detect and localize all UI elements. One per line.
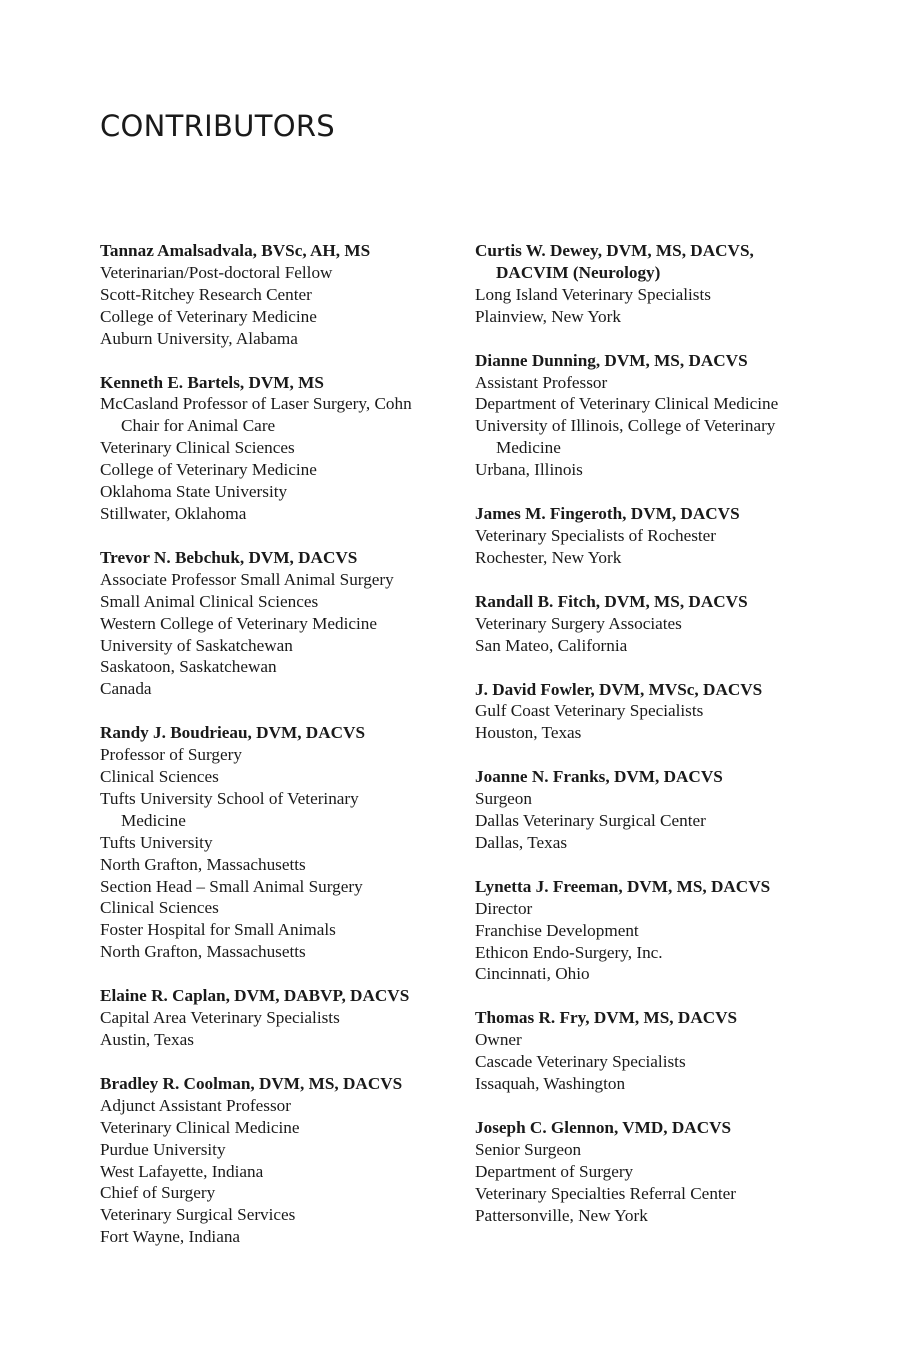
- contributor-entry: [100, 240, 460, 350]
- contributor-affiliation-line: Plainview, New York: [475, 306, 621, 326]
- contributor-affiliation-line: Cascade Veterinary Specialists: [475, 1052, 686, 1072]
- contributor-name: Dianne Dunning, DVM, MS, DACVS: [475, 350, 748, 370]
- contributor-affiliation-line: Houston, Texas: [475, 723, 582, 743]
- contributor-affiliation-line: Director: [475, 898, 533, 918]
- contributor-affiliation-line: Senior Surgeon: [475, 1139, 582, 1159]
- contributor-affiliation-line: Clinical Sciences: [100, 767, 219, 787]
- contributor-affiliation-line: Medicine: [121, 810, 186, 830]
- contributor-name: Joanne N. Franks, DVM, DACVS: [475, 767, 723, 787]
- contributor-affiliation-line: Clinical Sciences: [100, 898, 219, 918]
- contributor-affiliation-line: North Grafton, Massachusetts: [100, 942, 306, 962]
- contributor-affiliation-line: Gulf Coast Veterinary Specialists: [475, 701, 704, 721]
- contributor-name: Bradley R. Coolman, DVM, MS, DACVS: [100, 1073, 403, 1093]
- contributor-entry: [475, 1117, 815, 1227]
- contributor-entry: [475, 350, 815, 481]
- contributor-name: J. David Fowler, DVM, MVSc, DACVS: [475, 679, 763, 699]
- contributor-affiliation-line: North Grafton, Massachusetts: [100, 854, 306, 874]
- contributor-affiliation-line: Saskatoon, Saskatchewan: [100, 657, 277, 677]
- contributor-affiliation-line: Issaquah, Washington: [475, 1074, 626, 1094]
- contributor-affiliation-line: Franchise Development: [475, 920, 639, 940]
- contributor-affiliation-line: Fort Wayne, Indiana: [100, 1227, 241, 1247]
- contributor-affiliation-line: Tufts University School of Veterinary: [100, 788, 359, 808]
- contributor-affiliation-line: Auburn University, Alabama: [100, 328, 298, 348]
- contributor-affiliation-line: Small Animal Clinical Sciences: [100, 591, 319, 611]
- contributor-affiliation-line: Veterinary Surgery Associates: [475, 613, 682, 633]
- contributor-affiliation-line: San Mateo, California: [475, 635, 628, 655]
- contributor-entry: [100, 985, 460, 1051]
- contributor-name: Randy J. Boudrieau, DVM, DACVS: [100, 723, 366, 743]
- contributor-name: Tannaz Amalsadvala, BVSc, AH, MS: [100, 241, 371, 260]
- contributor-affiliation-line: Section Head – Small Animal Surgery: [100, 876, 363, 896]
- contributor-affiliation-line: College of Veterinary Medicine: [100, 460, 317, 480]
- contributor-affiliation-line: Tufts University: [100, 832, 213, 852]
- contributor-entry: [475, 240, 815, 328]
- contributor-affiliation-line: Department of Surgery: [475, 1161, 634, 1181]
- contributor-name: Joseph C. Glennon, VMD, DACVS: [475, 1118, 732, 1137]
- contributors-column-right: [475, 240, 815, 1249]
- contributor-entry: [475, 591, 815, 657]
- contributor-name: Trevor N. Bebchuk, DVM, DACVS: [100, 547, 358, 567]
- contributor-name: Curtis W. Dewey, DVM, MS, DACVS,: [475, 241, 754, 260]
- contributor-affiliation-line: Capital Area Veterinary Specialists: [100, 1008, 340, 1028]
- contributor-affiliation-line: Surgeon: [475, 789, 532, 809]
- contributor-affiliation-line: Scott-Ritchey Research Center: [100, 284, 312, 304]
- contributor-affiliation-line: Long Island Veterinary Specialists: [475, 284, 711, 304]
- contributor-name: Thomas R. Fry, DVM, MS, DACVS: [475, 1008, 738, 1028]
- contributor-affiliation-line: Urbana, Illinois: [475, 460, 583, 480]
- contributor-affiliation-line: Veterinary Clinical Medicine: [100, 1117, 300, 1137]
- contributor-affiliation-line: Canada: [100, 679, 152, 699]
- contributor-affiliation-line: Dallas, Texas: [475, 832, 568, 852]
- contributor-entry: [100, 1073, 460, 1248]
- contributor-affiliation-line: Western College of Veterinary Medicine: [100, 613, 378, 633]
- contributor-affiliation-line: Department of Veterinary Clinical Medicine: [475, 394, 779, 414]
- contributor-affiliation-line: Veterinary Specialties Referral Center: [475, 1183, 737, 1203]
- contributor-entry: [100, 547, 460, 700]
- contributor-entry: [475, 503, 815, 569]
- contributor-name: Lynetta J. Freeman, DVM, MS, DACVS: [475, 876, 771, 896]
- contributor-affiliation-line: McCasland Professor of Laser Surgery, Cohn: [100, 394, 412, 414]
- page-title: CONTRIBUTORS: [100, 109, 336, 143]
- contributor-entry: [475, 766, 815, 854]
- contributor-affiliation-line: Purdue University: [100, 1139, 226, 1159]
- contributor-affiliation-line: Stillwater, Oklahoma: [100, 503, 247, 523]
- contributor-affiliation-line: University of Illinois, College of Veterinary: [475, 416, 776, 436]
- contributor-affiliation-line: Adjunct Assistant Professor: [100, 1095, 291, 1115]
- contributor-affiliation-line: Veterinary Surgical Services: [100, 1205, 296, 1225]
- contributor-affiliation-line: Rochester, New York: [475, 547, 622, 567]
- contributor-affiliation-line: Veterinary Specialists of Rochester: [475, 525, 717, 545]
- contributor-affiliation-line: Veterinary Clinical Sciences: [100, 438, 295, 458]
- contributor-entry: [475, 679, 815, 745]
- contributor-affiliation-line: Oklahoma State University: [100, 482, 288, 502]
- contributor-entry: [100, 372, 460, 525]
- contributor-affiliation-line: College of Veterinary Medicine: [100, 306, 317, 326]
- contributor-name: Randall B. Fitch, DVM, MS, DACVS: [475, 591, 748, 611]
- contributor-affiliation-line: Ethicon Endo-Surgery, Inc.: [475, 942, 663, 962]
- contributor-affiliation-line: Pattersonville, New York: [475, 1205, 648, 1225]
- contributor-affiliation-line: Chair for Animal Care: [121, 416, 276, 436]
- contributor-affiliation-line: Cincinnati, Ohio: [475, 964, 590, 984]
- contributor-affiliation-line: Foster Hospital for Small Animals: [100, 920, 336, 940]
- contributor-entry: [100, 722, 460, 963]
- contributor-affiliation-line: Veterinarian/Post-doctoral Fellow: [100, 262, 333, 282]
- contributor-affiliation-line: Owner: [475, 1030, 522, 1050]
- contributor-affiliation-line: Assistant Professor: [475, 372, 608, 392]
- contributor-name: Kenneth E. Bartels, DVM, MS: [100, 372, 324, 392]
- contributor-affiliation-line: Chief of Surgery: [100, 1183, 216, 1203]
- contributor-name: DACVIM (Neurology): [496, 262, 661, 282]
- contributor-affiliation-line: Austin, Texas: [100, 1030, 194, 1049]
- contributor-affiliation-line: West Lafayette, Indiana: [100, 1161, 264, 1181]
- contributors-column-left: [100, 240, 460, 1270]
- contributor-affiliation-line: Professor of Surgery: [100, 745, 242, 765]
- contributor-entry: [475, 1007, 815, 1095]
- contributor-affiliation-line: University of Saskatchewan: [100, 635, 293, 655]
- contributor-name: James M. Fingeroth, DVM, DACVS: [475, 504, 740, 524]
- contributor-entry: [475, 876, 815, 986]
- contributor-affiliation-line: Associate Professor Small Animal Surgery: [100, 569, 394, 589]
- contributor-affiliation-line: Medicine: [496, 438, 561, 458]
- contributor-affiliation-line: Dallas Veterinary Surgical Center: [475, 811, 706, 831]
- contributor-name: Elaine R. Caplan, DVM, DABVP, DACVS: [100, 986, 410, 1006]
